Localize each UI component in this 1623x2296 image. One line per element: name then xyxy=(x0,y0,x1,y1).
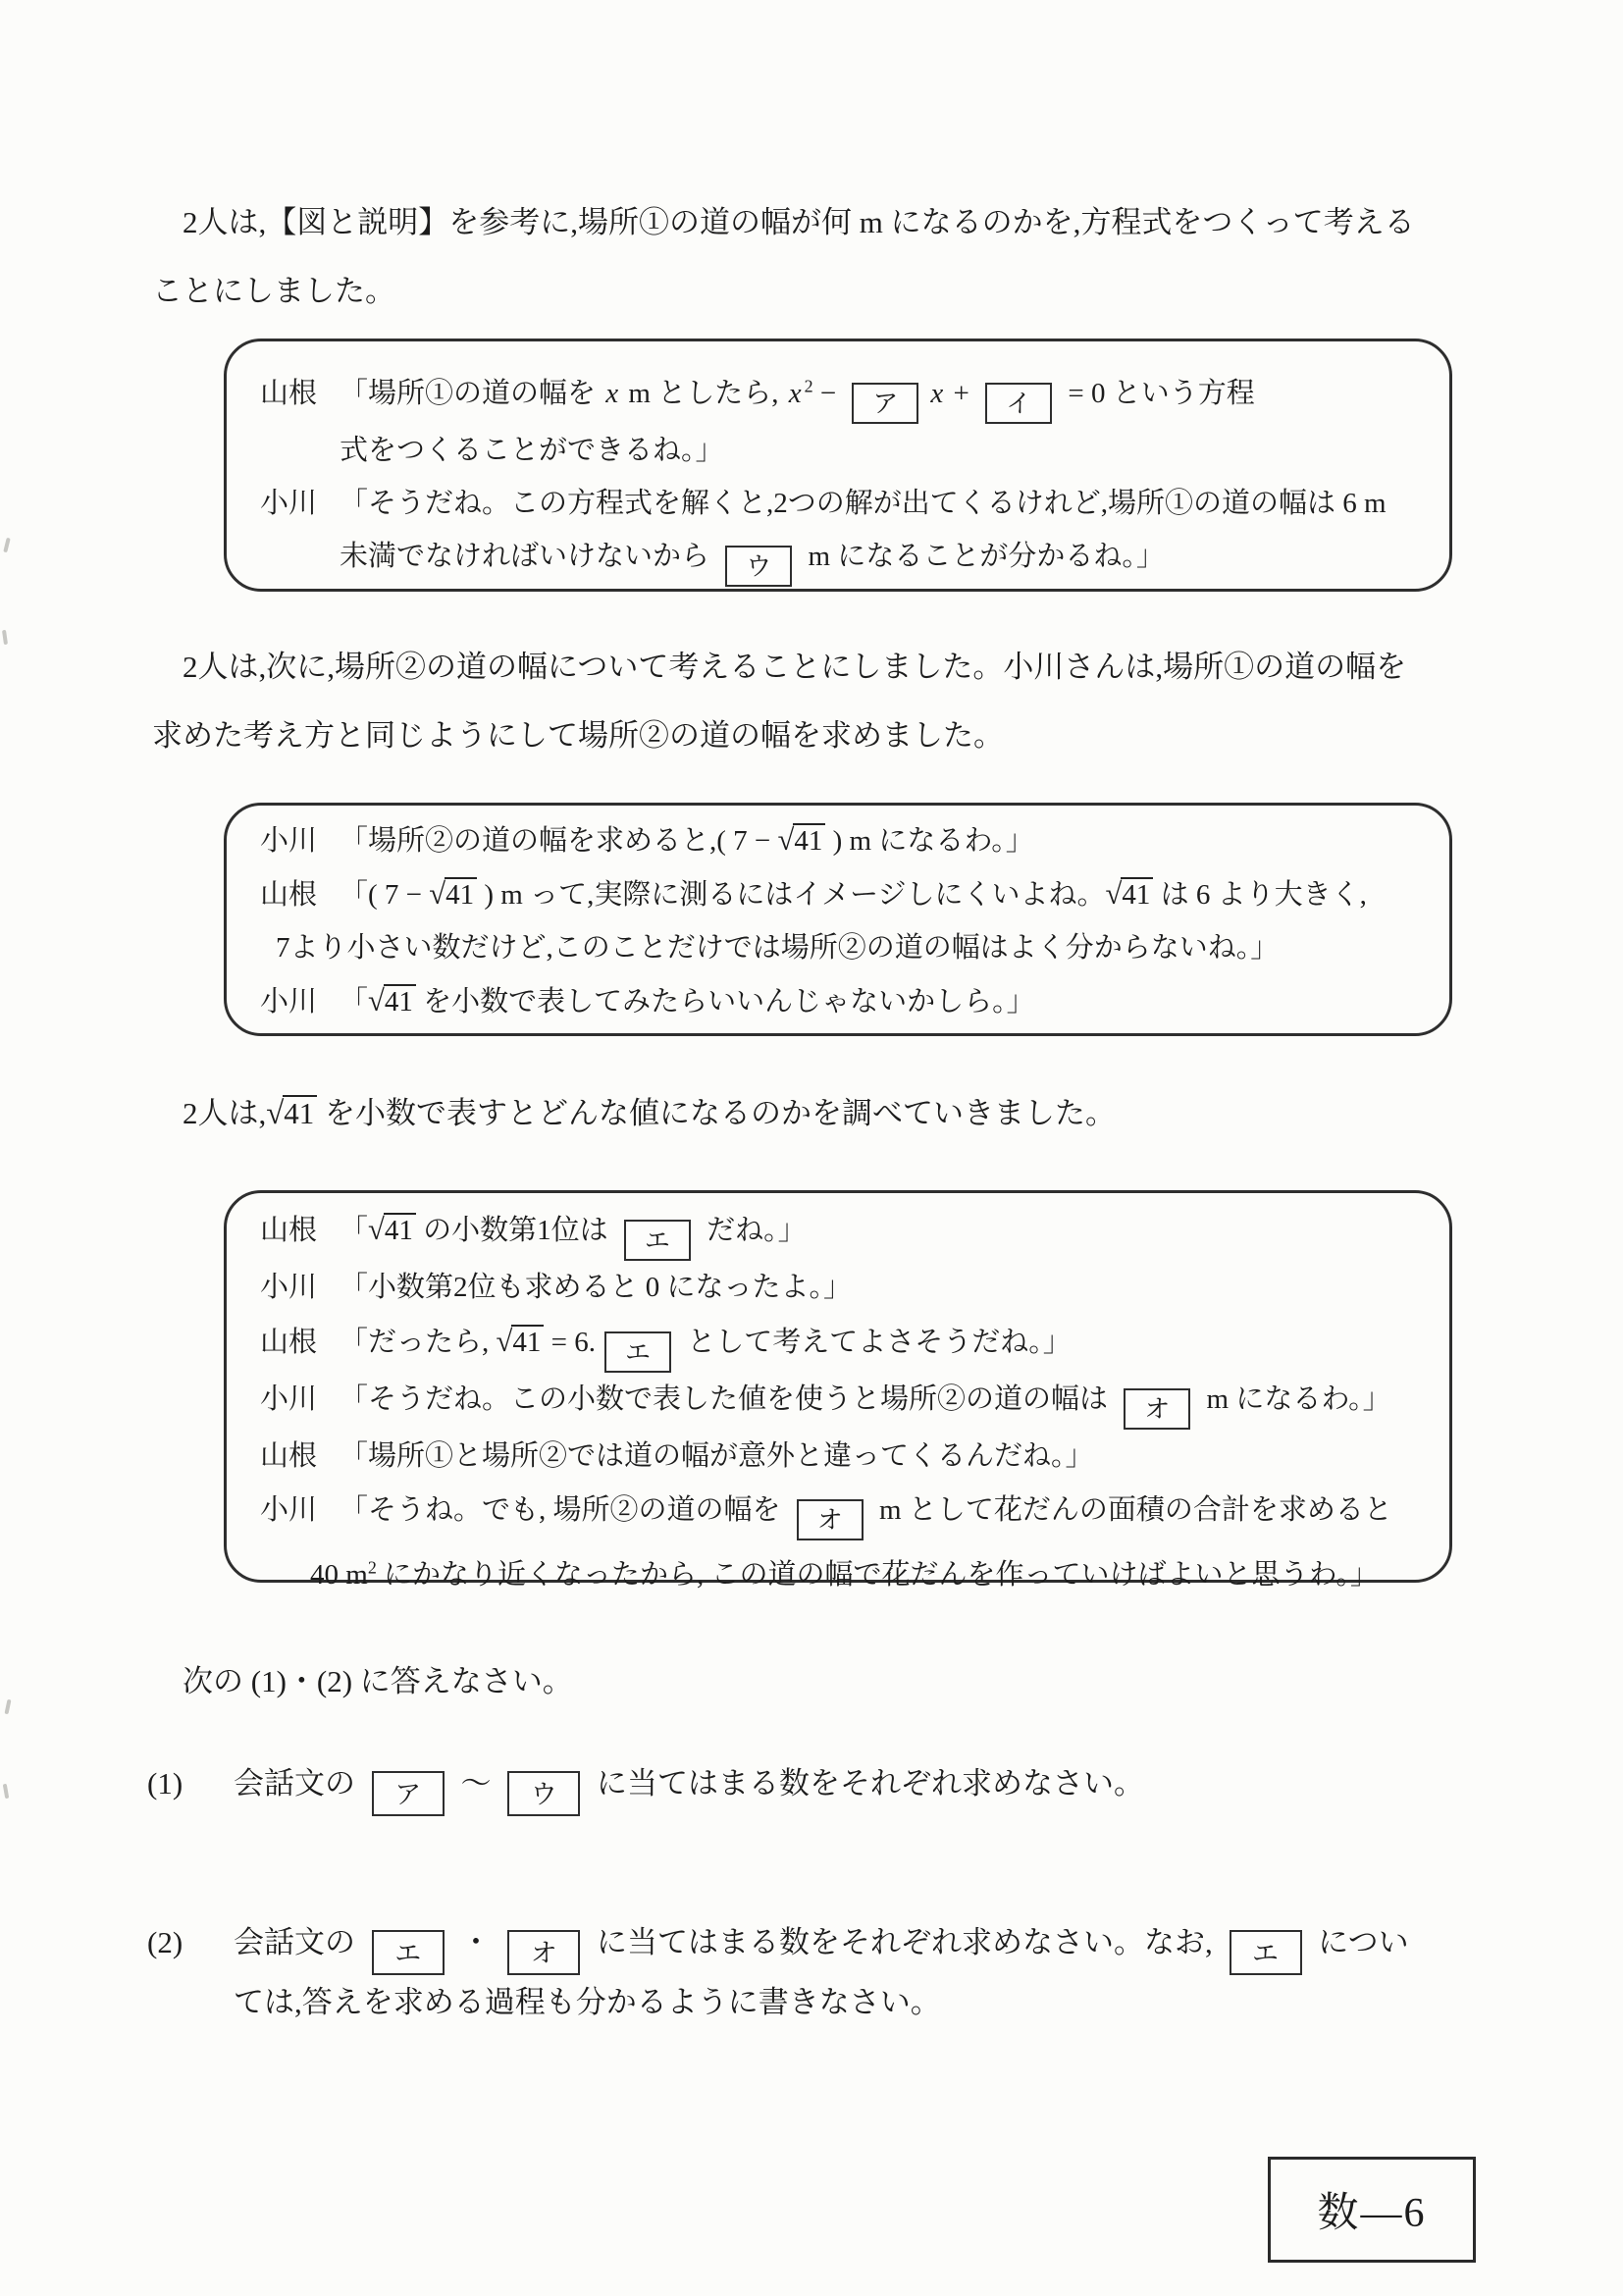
dialog-line xyxy=(227,1261,1449,1315)
speaker-name: 山根 xyxy=(260,1440,318,1472)
dialog-line-content xyxy=(340,1383,1391,1424)
text-run: 会話文の xyxy=(234,1766,363,1800)
question-number: (1) xyxy=(147,1766,183,1800)
text-run: 「( 7 − xyxy=(340,879,430,911)
sqrt-expression xyxy=(429,879,477,911)
sqrt-expression xyxy=(266,1096,317,1130)
radicand: 41 xyxy=(384,1213,416,1246)
answer-box-ウ: ウ xyxy=(725,546,792,587)
radical-sign: √ xyxy=(429,877,446,911)
question-1 xyxy=(147,1756,1541,1816)
dialog-line xyxy=(227,1203,1449,1261)
text-run: 7より小さい数だけど,このことだけでは場所②の道の幅はよく分からないね。」 xyxy=(276,932,1280,964)
text-run: ) m って,実際に測るにはイメージしにくいよね。 xyxy=(477,879,1106,911)
text-run: に当てはまる数をそれぞれ求めなさい。なお, xyxy=(589,1925,1221,1959)
text-run: = 0 という方程 xyxy=(1061,377,1255,409)
sqrt-expression xyxy=(1106,879,1154,911)
dialog-line-content xyxy=(340,540,1165,581)
dialog-line-content xyxy=(340,1272,852,1303)
dialog-line-content xyxy=(340,1213,807,1255)
dialog-line-content xyxy=(340,376,1255,418)
answer-box-エ: エ xyxy=(1230,1930,1302,1975)
paragraph-line: 2人は,【図と説明】を参考に,場所①の道の幅が何 m になるのかを,方程式をつくって考える xyxy=(183,205,1415,239)
page-number: 数―6 xyxy=(1317,2191,1427,2236)
scan-artifact xyxy=(2,630,8,645)
text-run: 会話文の xyxy=(234,1925,363,1959)
dialog-line xyxy=(227,921,1449,974)
dialog-line-content xyxy=(276,932,1279,964)
scan-artifact xyxy=(3,538,11,553)
answer-box-オ: オ xyxy=(797,1499,864,1540)
dialog-line xyxy=(227,1373,1449,1430)
text-run: 〜 xyxy=(452,1766,499,1800)
text-run: 未満でなければいけないから xyxy=(340,540,717,572)
question-2 xyxy=(147,1915,1541,2030)
dialog-line-content xyxy=(310,1559,1379,1591)
dialog-line-content xyxy=(340,986,1035,1018)
dialog-line xyxy=(227,359,1449,424)
dialog-line-content xyxy=(340,879,1367,911)
text-run: にかなり近くなったから, この道の幅で花だんを作っていけばよいと思うわ。」 xyxy=(376,1558,1379,1591)
dialog-line-content xyxy=(340,1494,1392,1535)
paragraph-intro-1 xyxy=(152,188,1487,326)
dialog-box-3 xyxy=(224,1190,1452,1591)
dialog-line-content xyxy=(340,435,724,466)
dialog-line xyxy=(227,1315,1449,1373)
speaker-name: 小川 xyxy=(260,487,318,519)
sqrt-expression xyxy=(368,986,416,1018)
scan-artifact xyxy=(3,1784,10,1799)
answer-box-オ: オ xyxy=(1124,1388,1190,1430)
answer-box-ア: ア xyxy=(852,383,918,424)
dialog-line xyxy=(227,974,1449,1028)
sqrt-expression xyxy=(778,825,826,857)
text-run: m としたら, xyxy=(621,377,786,409)
speaker-name: 小川 xyxy=(260,1494,318,1526)
superscript: 2 xyxy=(804,376,813,395)
radicand: 41 xyxy=(511,1325,544,1358)
text-run: − xyxy=(812,377,844,409)
dialog-line xyxy=(227,1430,1449,1484)
speaker-name: 山根 xyxy=(260,1327,318,1358)
dialog-line-content xyxy=(340,825,1034,857)
page-number-box xyxy=(1268,2157,1476,2263)
speaker-name: 小川 xyxy=(260,825,318,857)
radical-sign: √ xyxy=(368,1213,385,1246)
answer-box-イ: イ xyxy=(985,383,1052,424)
text-run: に当てはまる数をそれぞれ求めなさい。 xyxy=(589,1766,1144,1800)
speaker-name: 山根 xyxy=(260,879,318,911)
text-run: を小数で表すとどんな値になるのかを調べていきました。 xyxy=(317,1096,1117,1130)
paragraph-line: ことにしました。 xyxy=(152,274,395,308)
sqrt-expression xyxy=(497,1327,545,1358)
text-run: 「そうだね。この小数で表した値を使うと場所②の道の幅は xyxy=(340,1383,1116,1415)
text-run: 「場所①と場所②では道の幅が意外と違ってくるんだね。」 xyxy=(340,1440,1094,1472)
radical-sign: √ xyxy=(1105,877,1123,911)
speaker-name: 小川 xyxy=(260,1383,318,1415)
paragraph-intro-3 xyxy=(152,1079,1487,1148)
math-variable: x xyxy=(930,377,944,409)
text-run: は 6 より大きく, xyxy=(1153,879,1367,911)
speaker-name: 小川 xyxy=(260,1272,318,1303)
text-run: 「そうね。でも, 場所②の道の幅を xyxy=(340,1494,788,1526)
answer-box-ア: ア xyxy=(372,1771,445,1816)
radicand: 41 xyxy=(384,984,416,1018)
paragraph-line: 2人は,次に,場所②の道の幅について考えることにしました。小川さんは,場所①の道の幅を xyxy=(183,650,1407,684)
answer-box-ウ: ウ xyxy=(507,1771,580,1816)
answer-box-オ: オ xyxy=(507,1930,580,1975)
text-run: m として花だんの面積の合計を求めると xyxy=(871,1494,1392,1526)
dialog-box-2 xyxy=(224,803,1452,1036)
text-run: = 6. xyxy=(544,1327,596,1358)
text-run: を小数で表してみたらいいんじゃないかしら。」 xyxy=(415,986,1035,1018)
superscript: 2 xyxy=(367,1557,377,1577)
question-line: ては,答えを求める過程も分かるように書きなさい。 xyxy=(234,1985,941,2019)
dialog-line xyxy=(227,477,1449,530)
answer-box-エ: エ xyxy=(604,1331,671,1373)
radical-sign: √ xyxy=(266,1096,285,1131)
text-run: 「 xyxy=(340,1215,369,1246)
dialog-line xyxy=(227,1540,1449,1602)
dialog-line xyxy=(227,424,1449,477)
sqrt-expression xyxy=(368,1215,416,1246)
text-run: 式をつくることができるね。」 xyxy=(340,434,724,466)
math-variable: x xyxy=(788,377,802,409)
text-run: m になるわ。」 xyxy=(1199,1383,1391,1415)
radicand: 41 xyxy=(445,877,477,911)
dialog-line xyxy=(227,867,1449,921)
question-text xyxy=(234,1766,1144,1809)
dialog-line xyxy=(227,530,1449,587)
instruction-line: 次の (1)・(2) に答えなさい。 xyxy=(183,1664,573,1698)
text-run: として考えてよさそうだね。」 xyxy=(680,1327,1072,1358)
scan-artifact xyxy=(4,1699,11,1715)
dialog-line-content xyxy=(340,1325,1072,1367)
radicand: 41 xyxy=(283,1095,317,1131)
radical-sign: √ xyxy=(368,984,385,1018)
text-run: だね。」 xyxy=(699,1215,807,1246)
text-run: 「場所①の道の幅を xyxy=(340,377,603,409)
radical-sign: √ xyxy=(777,823,795,857)
dialog-line xyxy=(227,813,1449,867)
text-run: の小数第1位は xyxy=(415,1215,615,1246)
dialog-box-1 xyxy=(224,339,1452,592)
text-run: につい xyxy=(1310,1925,1409,1959)
radical-sign: √ xyxy=(496,1325,513,1358)
paragraph-intro-2 xyxy=(152,633,1487,770)
text-run: ・ xyxy=(452,1925,499,1959)
text-run: 「そうだね。この方程式を解くと,2つの解が出てくるけれど,場所①の道の幅は 6 m xyxy=(340,487,1387,519)
radicand: 41 xyxy=(793,823,825,857)
answer-box-エ: エ xyxy=(372,1930,445,1975)
text-run: m になることが分かるね。」 xyxy=(801,540,1165,572)
question-text xyxy=(234,1925,1409,1968)
math-variable: x xyxy=(605,377,619,409)
speaker-name: 山根 xyxy=(260,377,318,409)
text-run: 「だったら, xyxy=(340,1327,497,1358)
text-run: + xyxy=(946,377,977,409)
text-run: 「場所②の道の幅を求めると,( 7 − xyxy=(340,825,778,857)
radicand: 41 xyxy=(1121,877,1153,911)
speaker-name: 小川 xyxy=(260,986,318,1018)
text-run: 40 m xyxy=(310,1558,368,1591)
paragraph-line: 求めた考え方と同じようにして場所②の道の幅を求めました。 xyxy=(152,718,1004,753)
text-run: 2人は, xyxy=(183,1096,267,1130)
dialog-line-content xyxy=(340,488,1387,519)
question-line xyxy=(147,1915,1541,1975)
dialog-line xyxy=(227,1484,1449,1540)
dialog-line-content xyxy=(340,1440,1094,1472)
question-number: (2) xyxy=(147,1925,183,1959)
text-run: 「 xyxy=(340,986,369,1018)
text-run: ) m になるわ。」 xyxy=(825,825,1034,857)
answer-box-エ: エ xyxy=(624,1220,691,1261)
paragraph-line xyxy=(152,1079,1487,1148)
text-run: 「小数第2位も求めると 0 になったよ。」 xyxy=(340,1272,853,1303)
speaker-name: 山根 xyxy=(260,1215,318,1246)
